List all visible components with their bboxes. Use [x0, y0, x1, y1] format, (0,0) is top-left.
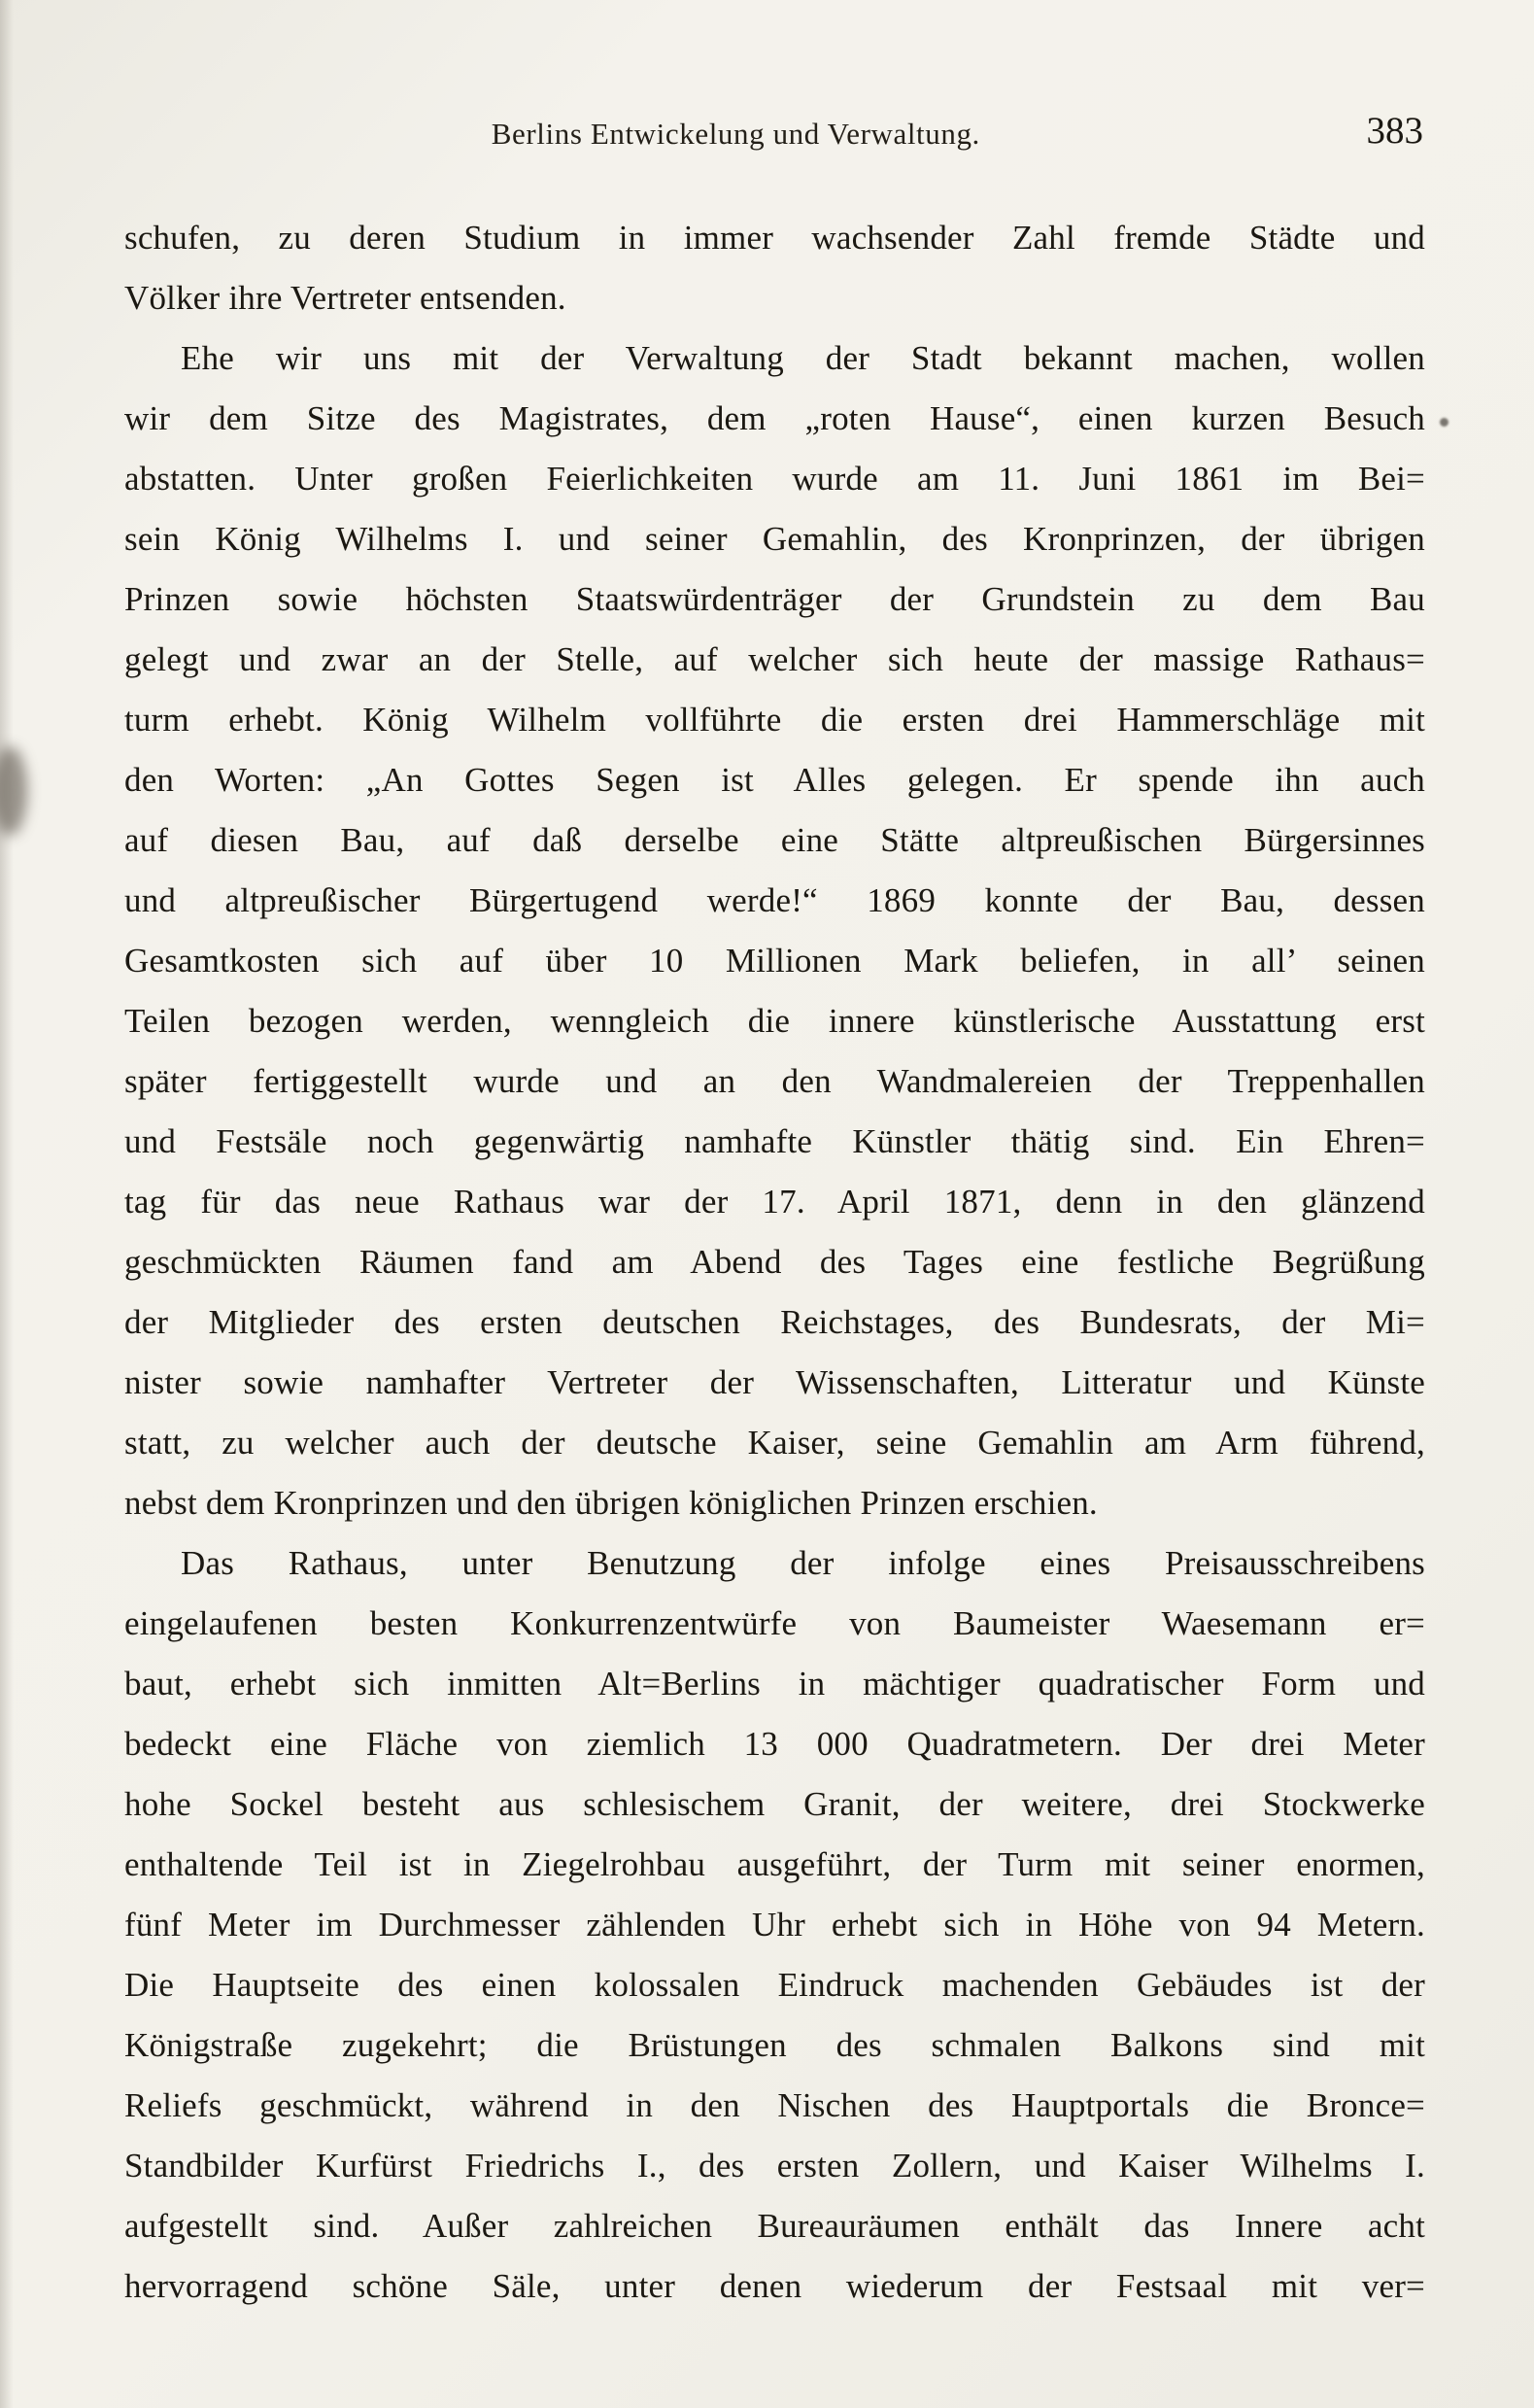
text-line: hohe Sockel besteht aus schlesischem Granit, der weitere, drei Stockwerke — [124, 1785, 1425, 1823]
text-line: enthaltende Teil ist in Ziegelrohbau ausgeführt, der Turm mit seiner enormen, — [124, 1845, 1425, 1883]
paragraph — [124, 328, 1425, 1533]
text-line: geschmückten Räumen fand am Abend des Tages eine festliche Begrüßung — [124, 1243, 1425, 1281]
text-line: nister sowie namhafter Vertreter der Wissenschaften, Litteratur und Künste — [124, 1363, 1425, 1401]
text-line: fünf Meter im Durchmesser zählenden Uhr erhebt sich in Höhe von 94 Metern. — [124, 1906, 1425, 1944]
text-line: bedeckt eine Fläche von ziemlich 13 000 Quadratmetern. Der drei Meter — [124, 1725, 1425, 1763]
text-line: hervorragend schöne Säle, unter denen wiederum der Festsaal mit ver= — [124, 2267, 1425, 2305]
text-line: wir dem Sitze des Magistrates, dem „roten Hause“, einen kurzen Besuch — [124, 399, 1425, 437]
text-line: der Mitglieder des ersten deutschen Reichstages, des Bundesrats, der Mi= — [124, 1303, 1425, 1341]
text-line: Völker ihre Vertreter entsenden. — [124, 279, 566, 317]
text-line: Ehe wir uns mit der Verwaltung der Stadt bekannt machen, wollen — [181, 339, 1425, 377]
text-line: gelegt und zwar an der Stelle, auf welcher sich heute der massige Rathaus= — [124, 640, 1425, 678]
text-line: baut, erhebt sich inmitten Alt=Berlins in mächtiger quadratischer Form und — [124, 1665, 1425, 1703]
text-line: und altpreußischer Bürgertugend werde!“ 1869 konnte der Bau, dessen — [124, 881, 1425, 919]
ink-smudge-artifact — [0, 746, 27, 836]
text-line: statt, zu welcher auch der deutsche Kaiser, seine Gemahlin am Arm führend, — [124, 1424, 1425, 1462]
text-line: abstatten. Unter großen Feierlichkeiten wurde am 11. Juni 1861 im Bei= — [124, 460, 1425, 498]
text-line: eingelaufenen besten Konkurrenzentwürfe von Baumeister Waesemann er= — [124, 1604, 1425, 1642]
text-line: Das Rathaus, unter Benutzung der infolge eines Preisausschreibens — [181, 1544, 1425, 1582]
text-line: Standbilder Kurfürst Friedrichs I., des ersten Zollern, und Kaiser Wilhelms I. — [124, 2147, 1425, 2184]
text-line: den Worten: „An Gottes Segen ist Alles gelegen. Er spende ihn auch — [124, 761, 1425, 799]
paragraph — [124, 208, 1425, 328]
page-body — [124, 208, 1425, 2317]
text-line: turm erhebt. König Wilhelm vollführte die ersten drei Hammerschläge mit — [124, 701, 1425, 739]
text-line: Prinzen sowie höchsten Staatswürdenträger der Grundstein zu dem Bau — [124, 580, 1425, 618]
text-line: schufen, zu deren Studium in immer wachsender Zahl fremde Städte und — [124, 219, 1425, 257]
text-line: Teilen bezogen werden, wenngleich die innere künstlerische Ausstattung erst — [124, 1002, 1425, 1040]
text-line: Gesamtkosten sich auf über 10 Millionen Mark beliefen, in all’ seinen — [124, 942, 1425, 980]
text-line: tag für das neue Rathaus war der 17. April 1871, denn in den glänzend — [124, 1183, 1425, 1221]
text-line: Reliefs geschmückt, während in den Nischen des Hauptportals die Bronce= — [124, 2086, 1425, 2124]
page-number: 383 — [1366, 110, 1423, 152]
text-line: sein König Wilhelms I. und seiner Gemahlin, des Kronprinzen, der übrigen — [124, 520, 1425, 558]
paragraph — [124, 1533, 1425, 2317]
scan-edge-shadow — [0, 0, 14, 2408]
text-line: auf diesen Bau, auf daß derselbe eine Stätte altpreußischen Bürgersinnes — [124, 821, 1425, 859]
text-line: Die Hauptseite des einen kolossalen Eindruck machenden Gebäudes ist der — [124, 1966, 1425, 2004]
text-line: aufgestellt sind. Außer zahlreichen Bureauräumen enthält das Innere acht — [124, 2207, 1425, 2245]
text-line: nebst dem Kronprinzen und den übrigen königlichen Prinzen erschien. — [124, 1484, 1098, 1522]
running-title: Berlins Entwickelung und Verwaltung. — [491, 117, 980, 151]
text-line: später fertiggestellt wurde und an den Wandmalereien der Treppenhallen — [124, 1062, 1425, 1100]
page-header — [124, 109, 1425, 154]
text-line: und Festsäle noch gegenwärtig namhafte Künstler thätig sind. Ein Ehren= — [124, 1122, 1425, 1160]
text-line: Königstraße zugekehrt; die Brüstungen des schmalen Balkons sind mit — [124, 2026, 1425, 2064]
ink-speck-artifact — [1440, 418, 1449, 427]
